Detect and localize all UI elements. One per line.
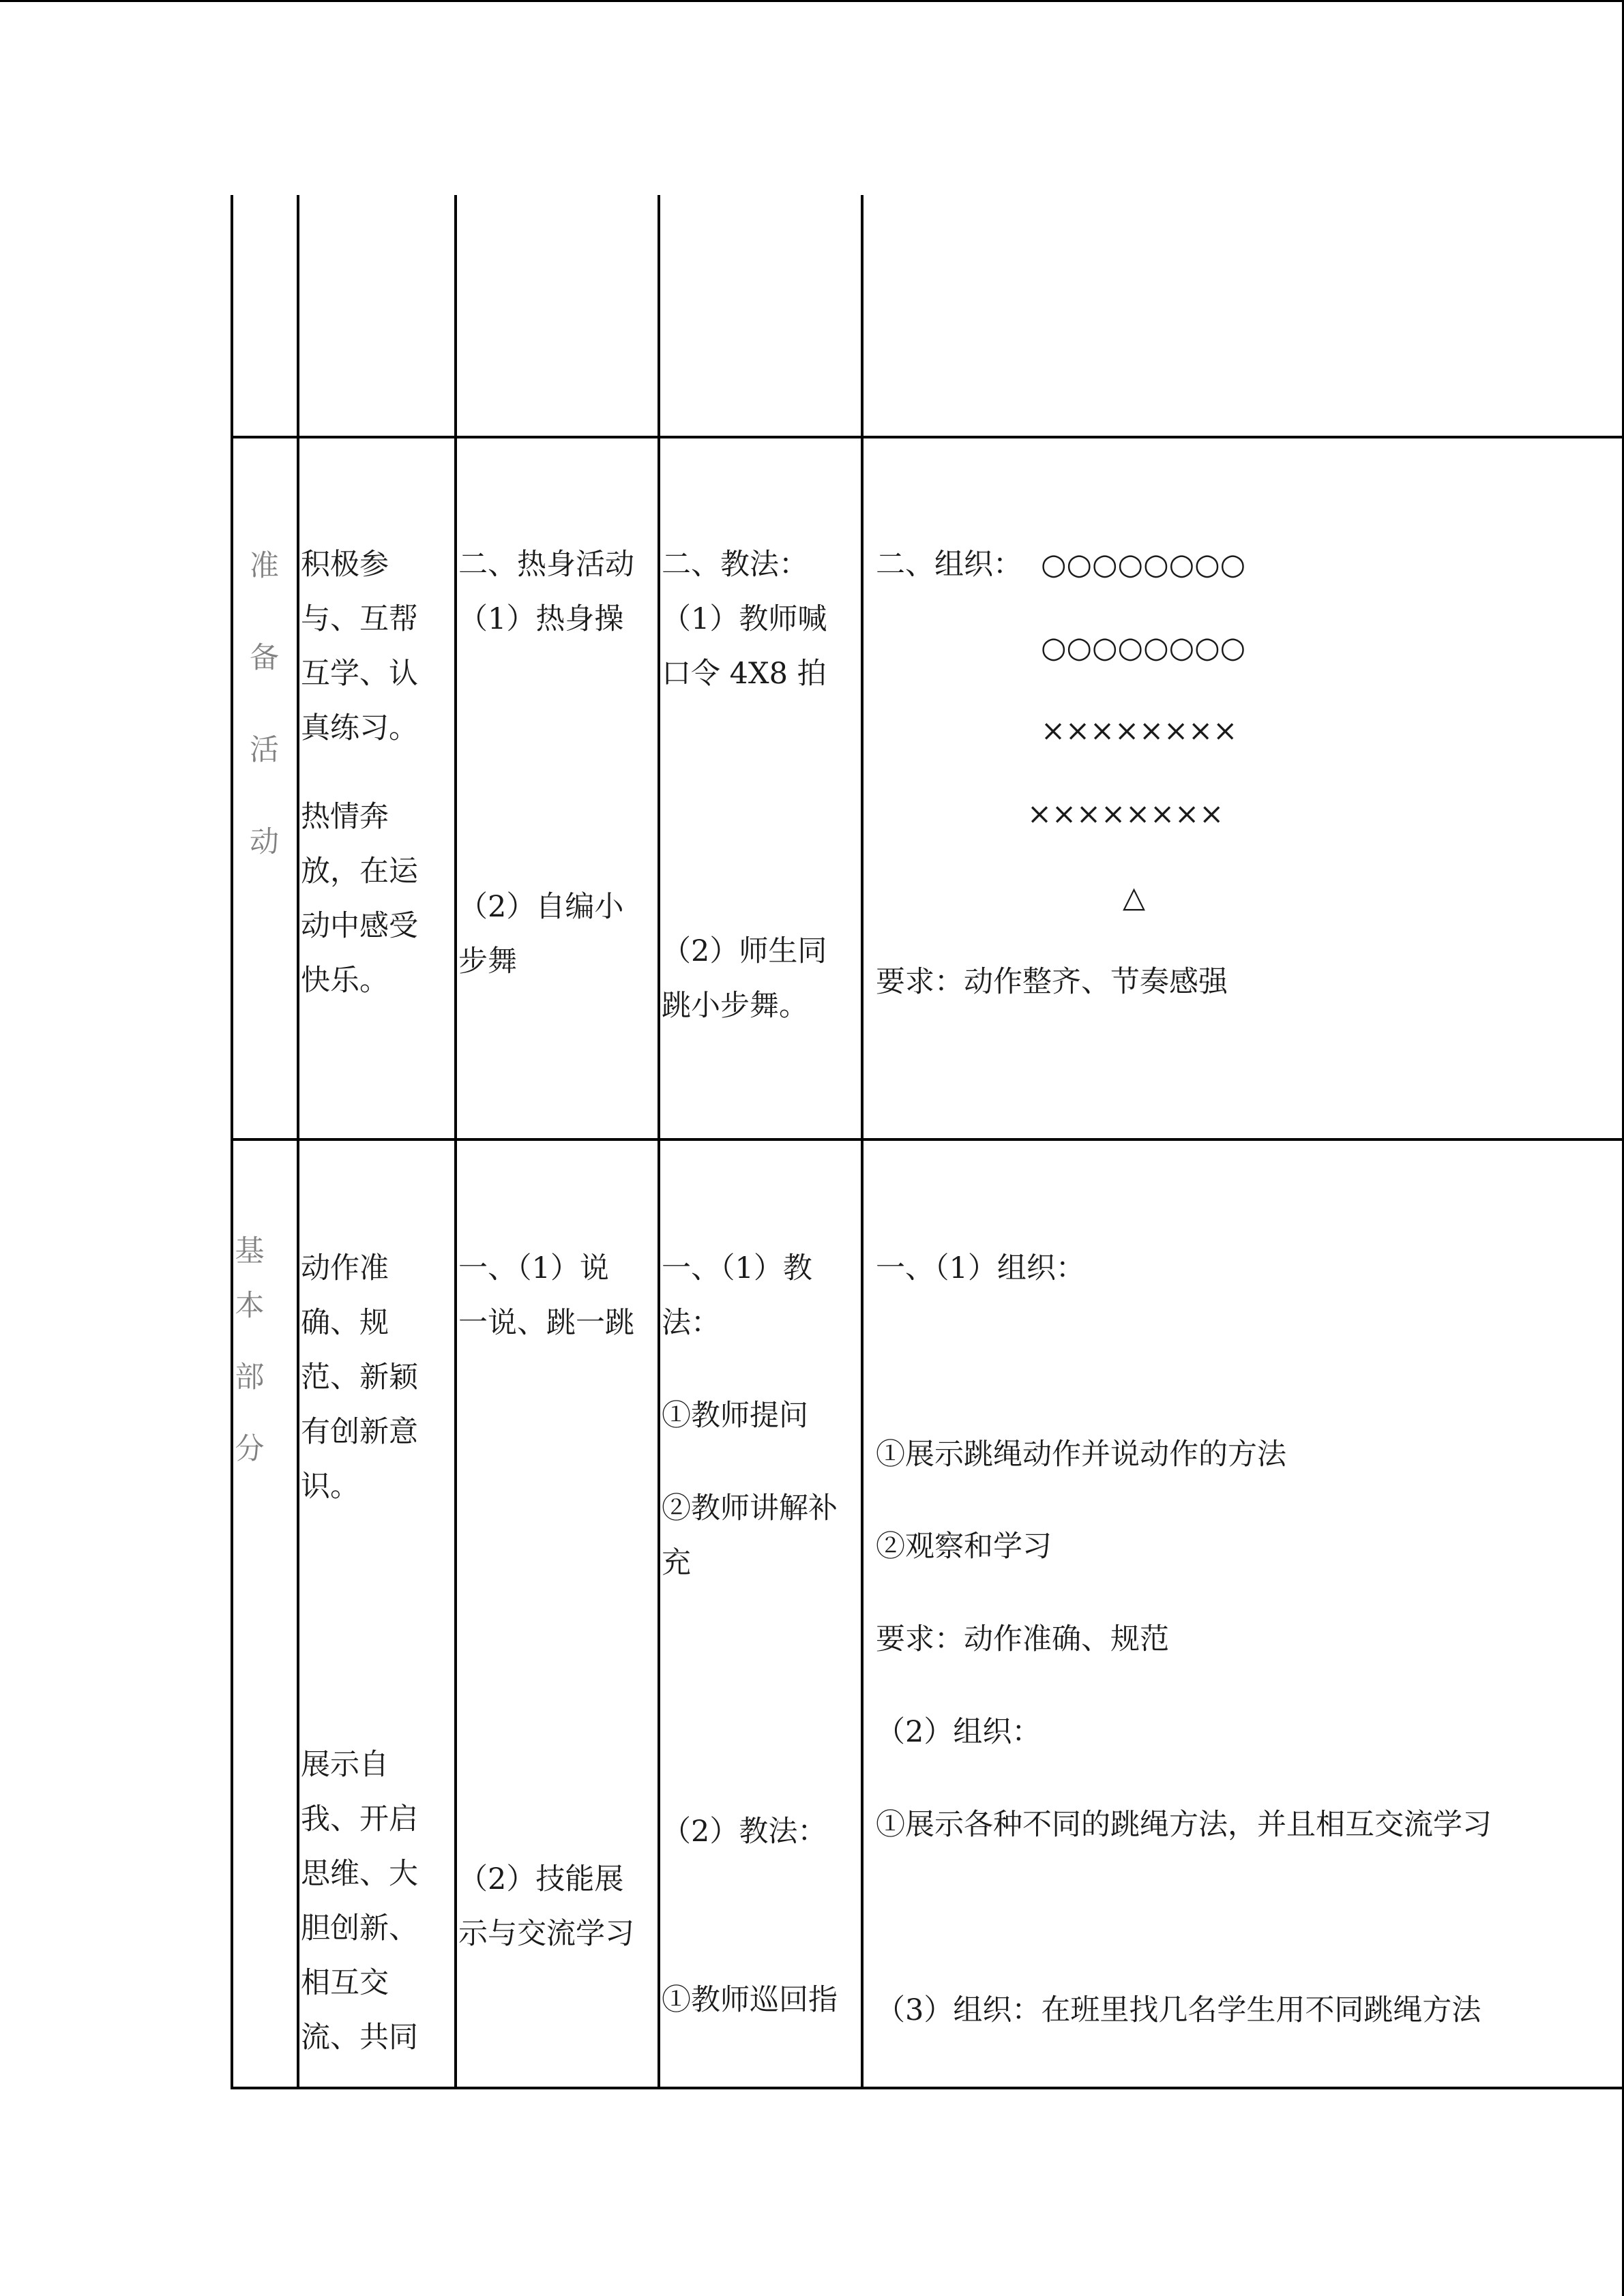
column-divider [297, 195, 299, 2089]
organization-cell: 要求：动作准确、规范 [876, 1622, 1169, 1656]
teacher-position-triangle: △ [1123, 880, 1146, 914]
requirement-text: 要求：动作整齐、节奏感强 [876, 965, 1228, 999]
row-divider [231, 436, 1624, 438]
organization-cell: （2）组织： [876, 1715, 1042, 1749]
goal-cell: 展示自 我、开启 思维、大 胆创新、 相互交 流、共同 [301, 1748, 418, 2055]
content-cell: （2）技能展 示与交流学习 [458, 1862, 634, 1951]
organization-cell: ②观察和学习 [876, 1530, 1052, 1564]
section-label-main: 基 本 部 分 [235, 1234, 265, 1466]
content-cell: 二、热身活动 （1）热身操 [458, 548, 634, 636]
organization-cell: （3）组织：在班里找几名学生用不同跳绳方法 [876, 1993, 1481, 2027]
organization-label: 二、组织： [876, 548, 1022, 582]
section-label-warmup: 准 备 活 动 [250, 549, 279, 859]
organization-cell: ①展示跳绳动作并说动作的方法 [876, 1437, 1286, 1472]
formation-row-crosses: ×××××××× [1041, 714, 1238, 748]
content-cell: （2）自编小 步舞 [458, 890, 624, 979]
method-cell: ①教师提问 [662, 1399, 808, 1433]
column-divider [658, 195, 660, 2089]
organization-cell: ①展示各种不同的跳绳方法，并且相互交流学习 [876, 1808, 1492, 1842]
method-cell: 二、教法： （1）教师喊 口令 4X8 拍 [662, 548, 827, 691]
column-divider [861, 195, 863, 2089]
goal-cell: 动作准 确、规 范、新颖 有创新意 识。 [301, 1251, 418, 1504]
content-cell: 一、（1）说 一说、跳一跳 [458, 1251, 634, 1340]
organization-cell: 一、（1）组织： [876, 1251, 1085, 1285]
table-border-bottom [231, 2087, 1624, 2089]
formation-row-circles: ○○○○○○○○ [1041, 548, 1246, 582]
method-cell: ②教师讲解补 充 [662, 1491, 838, 1580]
method-cell: （2）师生同 跳小步舞。 [662, 934, 827, 1023]
method-cell: 一、（1）教 法： [662, 1251, 812, 1340]
column-divider [454, 195, 457, 2089]
formation-row-crosses: ×××××××× [1027, 797, 1224, 831]
method-cell: ①教师巡回指 [662, 1983, 838, 2017]
table-border-left [231, 195, 233, 2089]
goal-cell: 积极参 与、互帮 互学、认 真练习。 热情奔 放，在运 动中感受 快乐。 [301, 548, 418, 998]
method-cell: （2）教法： [662, 1815, 827, 1849]
formation-row-circles: ○○○○○○○○ [1041, 631, 1246, 665]
row-divider [231, 1138, 1624, 1141]
